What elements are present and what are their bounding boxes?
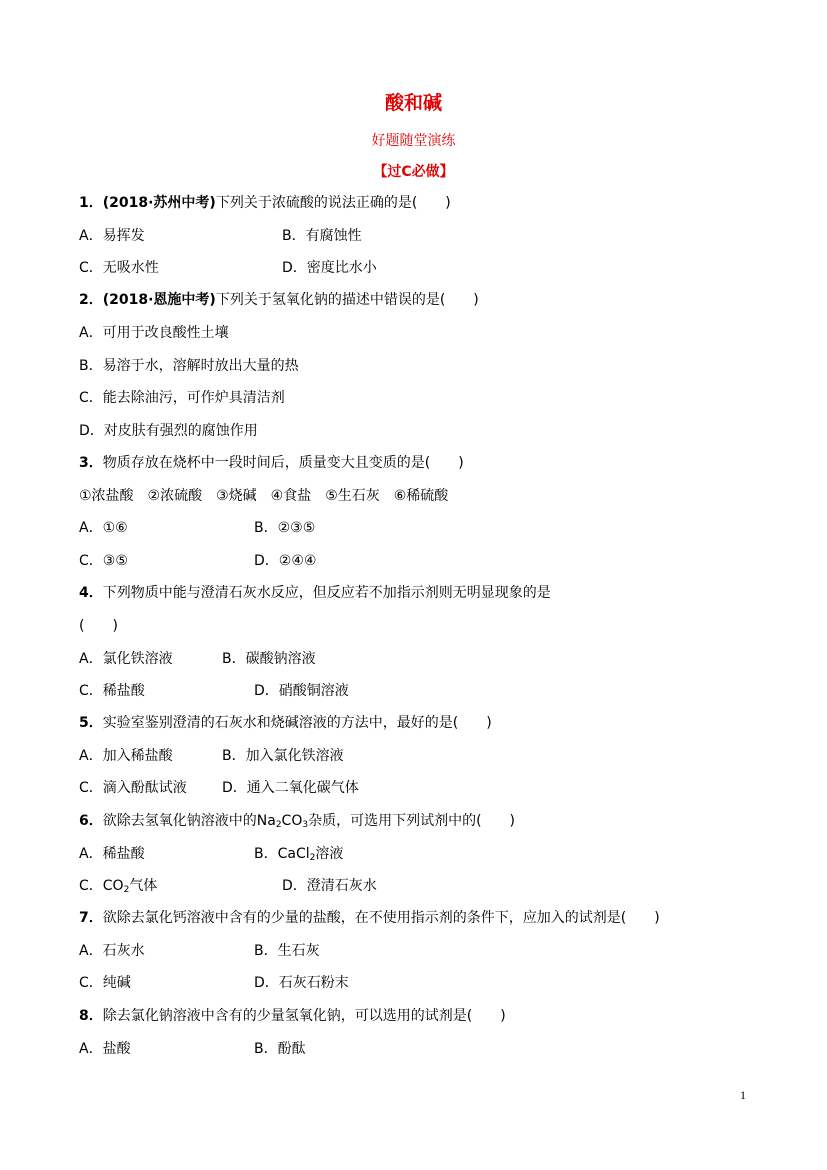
option-c: C．滴入酚酞试液 (79, 780, 187, 796)
option-b: B．生石灰 (254, 943, 320, 959)
question-5 (79, 714, 492, 732)
option-a: A．盐酸 (79, 1041, 131, 1057)
option-b: B．有腐蚀性 (282, 228, 362, 244)
option-d: D．澄清石灰水 (282, 878, 377, 894)
question-number: 4． (79, 585, 103, 601)
question-number: 6． (79, 813, 103, 829)
question-source: (2018·恩施中考) (102, 292, 216, 308)
page-title: 酸和碱 (384, 92, 442, 114)
question-1 (79, 194, 451, 212)
subscript: 2 (309, 853, 316, 863)
option-c: C．纯碱 (79, 975, 131, 991)
option-a: A．①⑥ (79, 520, 128, 536)
option-d: D．密度比水小 (282, 260, 377, 276)
question-source: (2018·苏州中考) (102, 195, 216, 211)
option-c: C．无吸水性 (79, 260, 159, 276)
question-3 (79, 454, 464, 472)
option-d: D．石灰石粉末 (254, 975, 349, 991)
question-text-part: 欲除去氢氧化钠溶液中的Na (102, 813, 276, 829)
option-b: B．酚酞 (254, 1041, 306, 1057)
question-7 (79, 909, 660, 927)
option-c: C．能去除油污，可作炉具清洁剂 (79, 390, 285, 406)
question-text: 除去氯化钠溶液中含有的少量氢氧化钠，可以选用的试剂是( ) (102, 1008, 506, 1024)
option-text: 气体 (129, 878, 158, 894)
question-6 (79, 812, 515, 830)
question-number: 3． (79, 455, 103, 471)
option-c: C．③⑤ (79, 553, 128, 569)
subscript: 3 (302, 820, 309, 830)
option-b: B．易溶于水，溶解时放出大量的热 (79, 358, 299, 374)
option-a: A．易挥发 (79, 228, 145, 244)
page-subtitle: 好题随堂演练 (371, 133, 456, 149)
option-c: C．稀盐酸 (79, 683, 145, 699)
option-c (79, 877, 157, 895)
answer-bracket: ( ) (79, 618, 118, 634)
question-text-part: CO (281, 813, 303, 829)
question-2 (79, 291, 479, 309)
question-number: 2． (79, 292, 103, 308)
question-8 (79, 1007, 506, 1025)
section-heading: 【过C必做】 (373, 164, 454, 180)
question-text: 实验室鉴别澄清的石灰水和烧碱溶液的方法中，最好的是( ) (102, 715, 492, 731)
option-a: A．加入稀盐酸 (79, 748, 173, 764)
question-number: 5． (79, 715, 103, 731)
option-a: A．石灰水 (79, 943, 145, 959)
page-number: 1 (740, 1088, 746, 1102)
question-text: 下列关于浓硫酸的说法正确的是( ) (215, 195, 451, 211)
question-4 (79, 584, 551, 602)
option-b (254, 845, 343, 863)
item-list: ①浓盐酸 ②浓硫酸 ③烧碱 ④食盐 ⑤生石灰 ⑥稀硫酸 (79, 488, 449, 504)
option-d: D．通入二氧化碳气体 (222, 780, 359, 796)
question-number: 7． (79, 910, 103, 926)
question-number: 8． (79, 1008, 103, 1024)
subscript: 2 (123, 885, 130, 895)
subscript: 2 (275, 820, 282, 830)
option-d: D．②④④ (254, 553, 317, 569)
option-d: D．硝酸铜溶液 (254, 683, 349, 699)
option-a: A．稀盐酸 (79, 846, 145, 862)
question-text: 欲除去氯化钙溶液中含有的少量的盐酸，在不使用指示剂的条件下，应加入的试剂是( ) (102, 910, 660, 926)
question-number: 1． (79, 195, 103, 211)
question-text-part: 杂质，可选用下列试剂中的( ) (308, 813, 516, 829)
option-b: B．碳酸钠溶液 (222, 651, 316, 667)
option-text: B．CaCl (254, 846, 310, 862)
question-text: 下列物质中能与澄清石灰水反应，但反应若不加指示剂则无明显现象的是 (102, 585, 551, 601)
option-b: B．加入氯化铁溶液 (222, 748, 344, 764)
option-a: A．可用于改良酸性土壤 (79, 325, 229, 341)
question-text: 物质存放在烧杯中一段时间后，质量变大且变质的是( ) (102, 455, 464, 471)
option-b: B．②③⑤ (254, 520, 316, 536)
option-a: A．氯化铁溶液 (79, 651, 173, 667)
option-text: C．CO (79, 878, 124, 894)
option-text: 溶液 (315, 846, 344, 862)
option-d: D．对皮肤有强烈的腐蚀作用 (79, 423, 258, 439)
question-text: 下列关于氢氧化钠的描述中错误的是( ) (215, 292, 479, 308)
